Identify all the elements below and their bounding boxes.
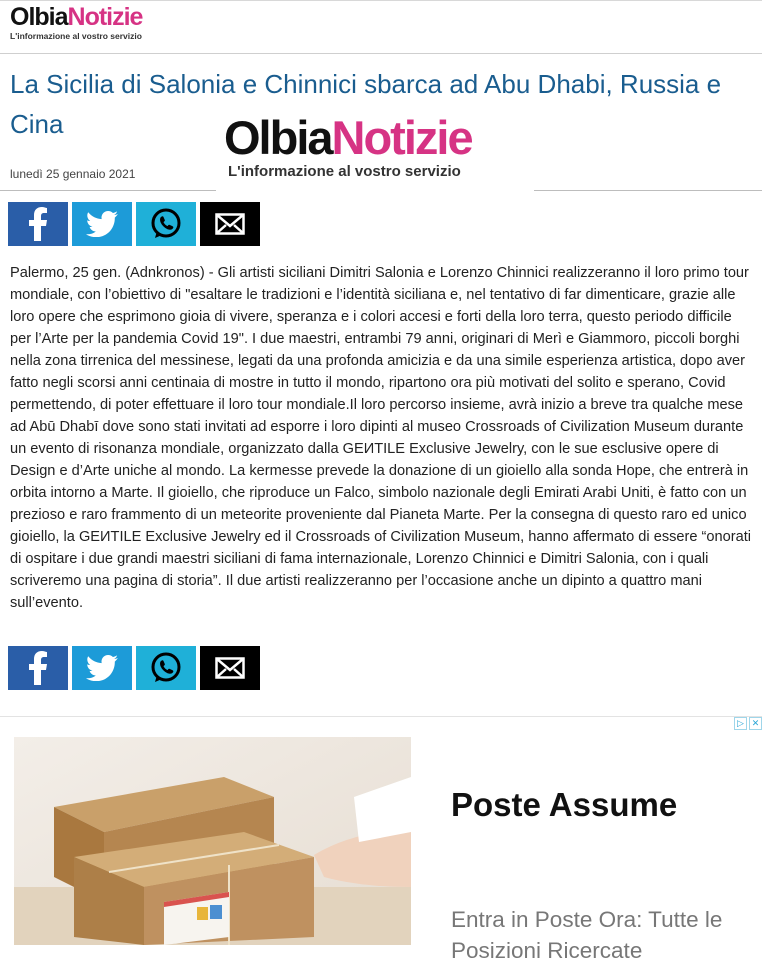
logo-olbia: Olbia [10,3,68,31]
article-title: La Sicilia di Salonia e Chinnici sbarca ad Abu Dhabi, Russia e Cina [10,69,722,139]
article-date: lunedì 25 gennaio 2021 [10,167,136,181]
share-bar-top [8,202,260,246]
share-facebook-button[interactable] [8,202,68,246]
share-whatsapp-button[interactable] [136,202,196,246]
share-email-button[interactable] [200,202,260,246]
ad-headline[interactable]: Poste Assume [451,786,678,823]
overlay-logo-olbia: Olbia [224,111,332,164]
twitter-icon [86,211,118,237]
ad-divider [0,716,762,717]
whatsapp-icon [149,651,183,685]
logo-notizie: Notizie [67,3,143,31]
share-twitter-button[interactable] [72,646,132,690]
facebook-icon [27,651,49,685]
overlay-logo-notizie: Notizie [331,111,472,164]
ad-subtext[interactable]: Entra in Poste Ora: Tutte le Posizioni Ricercate [451,907,723,960]
twitter-icon [86,655,118,681]
email-icon [215,213,245,235]
site-header [0,0,762,54]
parcel-boxes-image [14,737,411,945]
share-twitter-button[interactable] [72,202,132,246]
ad-choices [734,717,762,730]
share-email-button[interactable] [200,646,260,690]
share-whatsapp-button[interactable] [136,646,196,690]
article-body: Palermo, 25 gen. (Adnkronos) - Gli artisti siciliani Dimitri Salonia e Lorenzo Chinnici realizzeranno il loro primo tour mondiale, con l’obiettivo di "esaltare le tradizioni e l’identità siciliana e, nel tentativo di far dimenticare, grazie alle loro opere che esprimono gioia di vivere, speranza e i colori accesi e forti della loro terra, questo periodo difficile per l’Arte per la pandemia Covid 19". I due maestri, entrambi 79 anni, originari di Merì e Giammoro, piccoli borghi nella zona tirrenica del messinese, legati da una profonda amicizia e da una simile esperienza artistica, dopo aver fatto negli scorsi anni centinaia di mostre in tutto il mondo, ripartono ora più motivati del solito e sperano, Covid permettendo, di poter effettuare il loro tour mondiale.Il loro percorso insieme, avrà inizio a breve tra qualche mese ad Abū Dhabī dove sono stati invitati ad esporre i loro dipinti al museo Crossroads of Civilization Museum durante un evento di risonanza mondiale, organizzato dalla GEИTILE Exclusive Jewelry, con le sue esclusive opere di Design e d’Arte uniche al mondo. La kermesse prevede la donazione di un gioiello alla sonda Hope, che entrerà in orbita intorno a Marte. Il gioiello, che riproduce un Falco, simbolo nazionale degli Emirati Arabi Uniti, è fatto con un prezioso e raro frammento di un meteorite proveniente dal Pianeta Marte. Per la consegna di questo raro ed unico gioiello, la GEИTILE Exclusive Jewelry ed il Crossroads of Civilization Museum, hanno affermato di essere “onorati di ospitare i due grandi maestri siciliani di fama internazionale, Lorenzo Chinnici e Dimitri Salonia, con i quali scriveremo una pagina di storia”. Il due artisti realizzeranno per l’occasione anche un dipinto a quattro mani sull’evento. [10,265,752,611]
share-facebook-button[interactable] [8,646,68,690]
overlay-logo-tagline: L'informazione al vostro servizio [228,163,461,180]
whatsapp-icon [149,207,183,241]
site-logo[interactable] [10,5,142,41]
email-icon [215,657,245,679]
close-icon[interactable]: ✕ [749,717,762,730]
adchoices-icon[interactable]: ▷ [734,717,747,730]
logo-tagline: L'informazione al vostro servizio [10,31,142,41]
share-bar-bottom [8,646,260,690]
overlay-logo [216,108,534,192]
facebook-icon [27,207,49,241]
ad-image[interactable] [14,737,411,945]
